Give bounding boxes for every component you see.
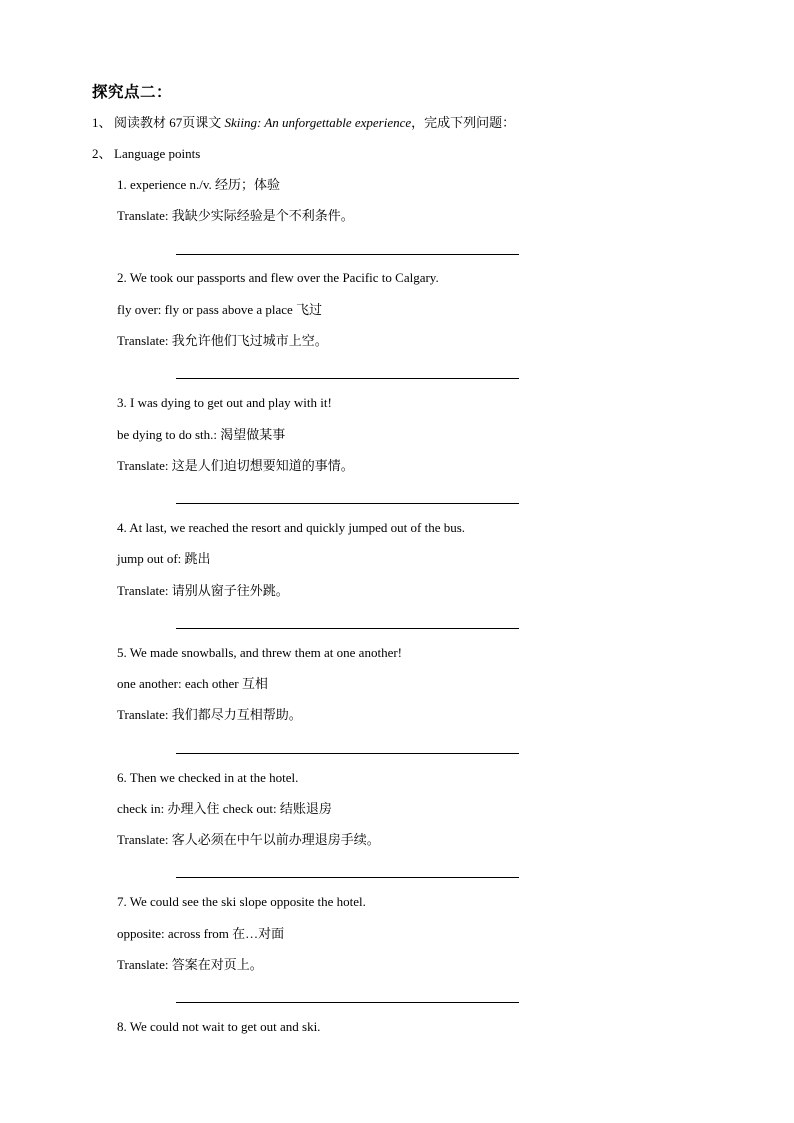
point-6-sentence: 6. Then we checked in at the hotel. [117,770,299,785]
point-3-translate: Translate: 这是人们迫切想要知道的事情。 [117,458,354,473]
task-1 [92,114,515,132]
point-6-answer-blank[interactable] [176,877,519,878]
point-3-sentence: 3. I was dying to get out and play with it! [117,395,332,410]
task-2 [92,145,200,163]
point-7-answer-blank[interactable] [176,1002,519,1003]
point-4-phrase: jump out of: 跳出 [117,551,211,566]
task-1-text-title: Skiing: An unforgettable experience [224,115,412,130]
point-1-answer-blank[interactable] [176,254,519,255]
point-2-sentence: 2. We took our passports and flew over the Pacific to Calgary. [117,270,439,285]
point-4-translate: Translate: 请别从窗子往外跳。 [117,583,289,598]
task-2-label: Language points [114,146,201,161]
point-5-sentence: 5. We made snowballs, and threw them at one another! [117,645,402,660]
point-2-phrase: fly over: fly or pass above a place 飞过 [117,302,323,317]
point-8-sentence: 8. We could not wait to get out and ski. [117,1019,321,1034]
task-1-suffix: ，完成下列问题： [411,115,516,130]
point-7-phrase: opposite: across from 在…对面 [117,926,285,941]
point-2-translate: Translate: 我允许他们飞过城市上空。 [117,333,328,348]
point-7-sentence: 7. We could see the ski slope opposite the hotel. [117,894,366,909]
point-5-phrase: one another: each other 互相 [117,676,268,691]
point-3-phrase: be dying to do sth.: 渴望做某事 [117,427,286,442]
task-1-number: 1、 [92,115,112,130]
point-1-sentence: 1. experience n./v. 经历；体验 [117,177,281,192]
point-3-answer-blank[interactable] [176,503,519,504]
point-2-answer-blank[interactable] [176,378,519,379]
point-7-translate: Translate: 答案在对页上。 [117,957,263,972]
task-1-prefix: 阅读教材 67页课文 [114,115,225,130]
point-6-phrase: check in: 办理入住 check out: 结账退房 [117,801,332,816]
point-5-answer-blank[interactable] [176,753,519,754]
point-4-answer-blank[interactable] [176,628,519,629]
section-heading: 探究点二： [92,83,173,101]
point-6-translate: Translate: 客人必须在中午以前办理退房手续。 [117,832,380,847]
point-1-translate: Translate: 我缺少实际经验是个不利条件。 [117,208,354,223]
point-5-translate: Translate: 我们都尽力互相帮助。 [117,707,302,722]
task-2-number: 2、 [92,146,112,161]
point-4-sentence: 4. At last, we reached the resort and quickly jumped out of the bus. [117,520,466,535]
